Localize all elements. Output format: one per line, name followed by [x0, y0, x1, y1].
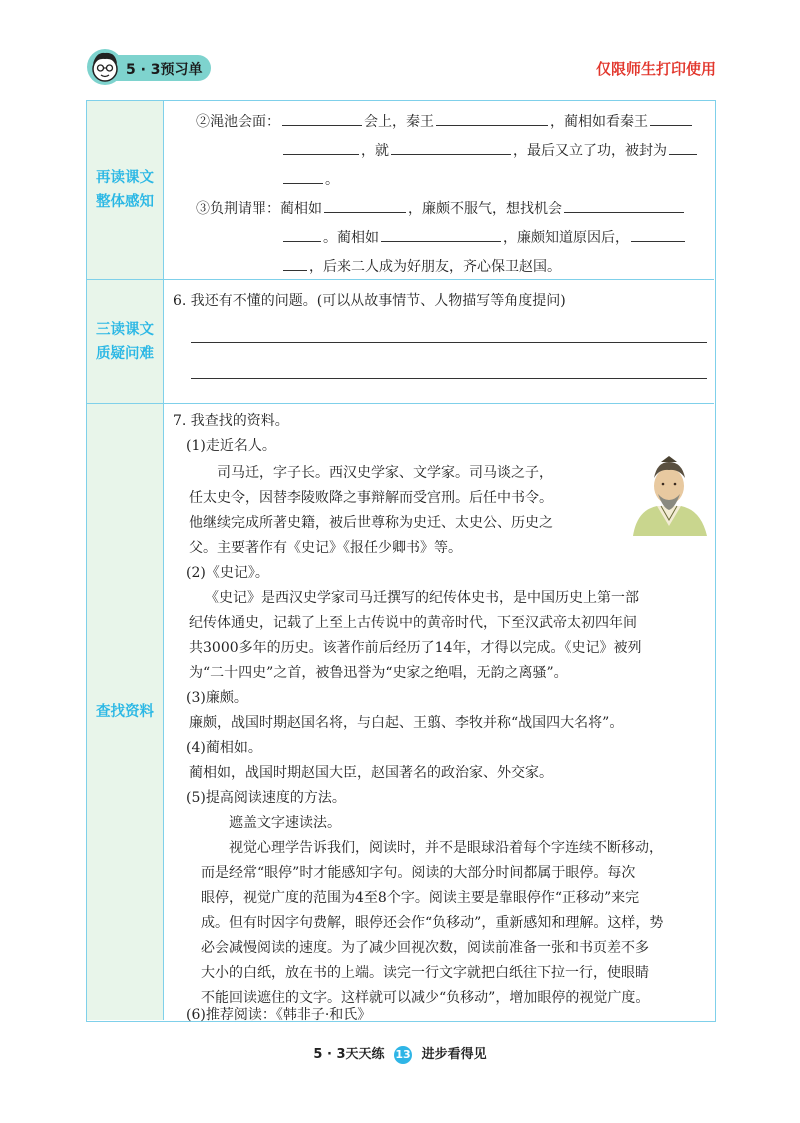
item3-line1 [196, 196, 686, 218]
worksheet-table [86, 100, 716, 1022]
s5-text: 必会减慢阅读的速度。为了减少回视次数，阅读前准备一张和书页差不多 [201, 940, 649, 956]
row-reread [87, 101, 714, 279]
item3-seg4: ，后来二人成为好朋友，齐心保卫赵国。 [309, 259, 561, 275]
answer-blank[interactable] [283, 254, 307, 271]
item3-prefix: ③负荆请罪：蔺相如 [196, 201, 322, 217]
item2-prefix: ②渑池会面： [196, 114, 280, 130]
answer-blank[interactable] [564, 196, 684, 213]
s5-text: 大小的白纸，放在书的上端。读完一行文字就把白纸往下拉一行，使眼睛 [201, 965, 649, 981]
question-prompt: 6. 我还有不懂的问题。(可以从故事情节、人物描写等角度提问) [173, 293, 566, 309]
row-question [87, 279, 714, 403]
answer-blank[interactable] [324, 196, 406, 213]
item2-line2 [281, 138, 699, 160]
s3-text: 廉颇，战国时期赵国名将，与白起、王翦、李牧并称“战国四大名将”。 [189, 715, 624, 731]
item3-seg3: ，廉颇知道原因后， [503, 230, 629, 246]
answer-blank[interactable] [631, 225, 685, 242]
answer-blank[interactable] [650, 109, 692, 126]
answer-line[interactable] [191, 342, 707, 343]
s5-text: 不能回读遮住的文字。这样就可以减少“负移动”，增加眼停的视觉广度。 [201, 990, 650, 1006]
cartoon-student-face-icon [86, 48, 124, 86]
item2-end: 。 [325, 172, 339, 188]
row-label-reread [87, 101, 164, 279]
item2-seg1: 会上，秦王 [364, 114, 434, 130]
s3-title: (3)廉颇。 [186, 690, 248, 706]
s2-text: 纪传体通史，记载了上至上古传说中的黄帝时代，下至汉武帝太初四年间 [189, 615, 637, 631]
answer-blank[interactable] [669, 138, 697, 155]
sima-qian-portrait [627, 456, 711, 536]
answer-line[interactable] [191, 378, 707, 379]
s6-recommended-reading: (6)推荐阅读：《韩非子·和氏》 [186, 1007, 372, 1023]
answer-blank[interactable] [283, 225, 321, 242]
s2-text: 为“二十四史”之首，被鲁迅誉为“史家之绝唱，无韵之离骚”。 [189, 665, 568, 681]
label-line: 再读课文 [96, 170, 154, 186]
row-research [87, 403, 714, 1023]
research-heading: 7. 我查找的资料。 [173, 413, 289, 429]
s1-title: (1)走近名人。 [186, 438, 276, 454]
s5-text: 眼停，视觉广度的范围为4至8个字。阅读主要是靠眼停作“正移动”来完 [201, 890, 640, 906]
print-restriction-note: 仅限师生打印使用 [595, 60, 716, 78]
label-line: 质疑问难 [96, 345, 154, 362]
label-line: 三读课文 [96, 321, 154, 338]
answer-blank[interactable] [283, 167, 323, 184]
item2-seg2: ，蔺相如看秦王 [550, 114, 648, 130]
series-logo-label: 5 · 3预习单 [126, 62, 203, 78]
page-footer [0, 1043, 800, 1064]
s5-text: 成。但有时因字句费解，眼停还会作“负移动”，重新感知和理解。这样，势 [201, 915, 664, 931]
s1-text: 父。主要著作有《史记》《报任少卿书》等。 [189, 540, 462, 556]
research-content [165, 404, 714, 1023]
s2-text: 《史记》是西汉史学家司马迁撰写的纪传体史书，是中国历史上第一部 [205, 590, 639, 606]
s5-title: (5)提高阅读速度的方法。 [186, 790, 346, 806]
item2-seg3: ，就 [361, 143, 389, 159]
page-header [0, 0, 800, 100]
label-line: 查找资料 [96, 704, 154, 720]
footer-slogan: 进步看得见 [421, 1047, 487, 1062]
item3-seg1: ，廉颇不服气，想找机会 [408, 201, 562, 217]
question-content [165, 280, 714, 403]
answer-blank[interactable] [381, 225, 501, 242]
reread-content [165, 101, 714, 279]
item3-line2 [281, 225, 687, 247]
row-label-research [87, 404, 164, 1020]
answer-blank[interactable] [283, 138, 359, 155]
s5-text: 而是经常“眼停”时才能感知字句。阅读的大部分时间都属于眼停。每次 [201, 865, 636, 881]
item2-line1 [196, 109, 694, 131]
s1-text: 他继续完成所著史籍，被后世尊称为史迁、太史公、历史之 [189, 515, 553, 531]
s4-title: (4)蔺相如。 [186, 740, 262, 756]
row-label-question [87, 280, 164, 403]
answer-blank[interactable] [282, 109, 362, 126]
item2-seg4: ，最后又立了功，被封为 [513, 143, 667, 159]
s2-title: (2)《史记》。 [186, 565, 269, 581]
label-line: 整体感知 [96, 194, 154, 210]
answer-blank[interactable] [391, 138, 511, 155]
item2-line3 [281, 167, 339, 189]
footer-series: 5 · 3天天练 [313, 1047, 385, 1062]
page-number-badge: 13 [394, 1046, 412, 1064]
s2-text: 共3000多年的历史。该著作前后经历了14年，才得以完成。《史记》被列 [189, 640, 642, 656]
s5-text: 视觉心理学告诉我们，阅读时，并不是眼球沿着每个字连续不断移动， [229, 840, 663, 856]
item3-seg2: 。蔺相如 [323, 230, 379, 246]
s5-subtitle: 遮盖文字速读法。 [229, 815, 341, 831]
s1-text: 司马迁，字子长。西汉史学家、文学家。司马谈之子， [217, 465, 553, 481]
item3-line3 [281, 254, 561, 276]
answer-blank[interactable] [436, 109, 548, 126]
s4-text: 蔺相如，战国时期赵国大臣，赵国著名的政治家、外交家。 [189, 765, 553, 781]
s1-text: 任太史令，因替李陵败降之事辩解而受宫刑。后任中书令。 [189, 490, 553, 506]
